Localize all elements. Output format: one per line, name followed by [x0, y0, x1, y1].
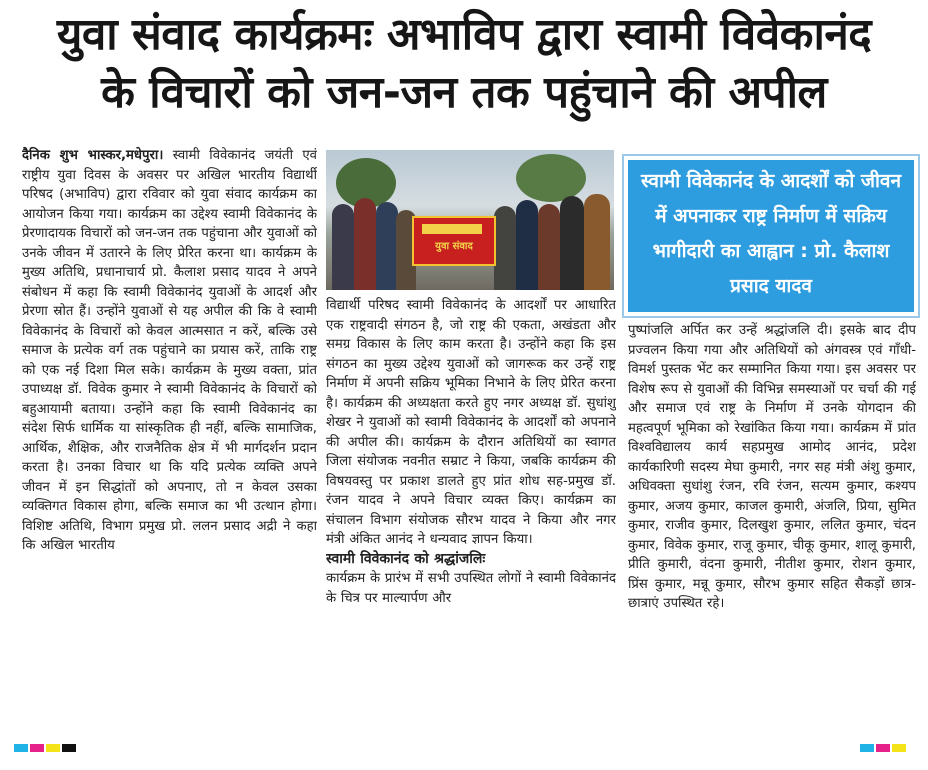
headline-line-1: युवा संवाद कार्यक्रमः अभाविप द्वारा स्वामी विवेकानंद [56, 9, 872, 60]
registration-mark-yellow [46, 744, 60, 752]
registration-mark-cyan [860, 744, 874, 752]
registration-mark-magenta [30, 744, 44, 752]
dateline: दैनिक शुभ भास्कर,मधेपुरा। [22, 148, 164, 163]
photo-banner-text: युवा संवाद [435, 241, 473, 252]
headline-line-2: के विचारों को जन-जन तक पहुंचाने की अपील [101, 67, 827, 118]
subheading-tribute: स्वामी विवेकानंद को श्रद्धांजलिः [326, 550, 486, 567]
article-column-1 [22, 146, 317, 736]
registration-mark-yellow [892, 744, 906, 752]
photo-person [354, 198, 376, 290]
article-column-2 [326, 296, 616, 736]
registration-mark-cyan [14, 744, 28, 752]
column-2-text-after: कार्यक्रम के प्रारंभ में सभी उपस्थित लोगों ने स्वामी विवेकानंद के चित्र पर माल्यार्पण और [326, 571, 616, 606]
headline [0, 6, 928, 122]
photo-banner [412, 216, 496, 266]
photo-tree [516, 154, 586, 202]
column-3-text: पुष्पांजलि अर्पित कर उन्हें श्रद्धांजलि दी। इसके बाद दीप प्रज्वलन किया गया और अतिथियों को अंगवस्त्र एवं गाँधी-विमर्श पुस्तक भेंट कर सम्मानित किया गया। इस अवसर पर विशेष रूप से युवाओं की विभिन्न समस्याओं पर चर्चा की गई और समाज एवं राष्ट्र के निर्माण में उनके योगदान की महत्वपूर्ण भूमिका को रेखांकित किया गया। कार्यक्रम में प्रांत विश्वविद्यालय कार्य सहप्रमुख आमोद आनंद, प्रदेश कार्यकारिणी सदस्य मेघा कुमारी, नगर सह मंत्री अंशु कुमार, अधिवक्ता सुधांशु रंजन, रवि रंजन, सत्यम कुमार, कश्यप कुमार, अजय कुमार, काजल कुमारी, अंजलि, प्रिया, सुमित कुमार, राजीव कुमार, दिलखुश कुमार, ललित कुमार, चंदन कुमार, विवेक कुमार, राजू कुमार, चीकू कुमार, शालू कुमारी, प्रीति कुमारी, वंदना कुमारी, नीतीश कुमार, रोशन कुमार, प्रिंस कुमार, मन्नू कुमार, सौरभ कुमार सहित सैकड़ों छात्र-छात्राएं उपस्थित रहे। [628, 323, 916, 611]
photo-person [332, 204, 354, 290]
photo-person [376, 202, 398, 290]
registration-mark-black [62, 744, 76, 752]
photo-person [516, 200, 538, 290]
event-photo [326, 150, 614, 290]
column-2-text: विद्यार्थी परिषद स्वामी विवेकानंद के आदर्शों पर आधारित एक राष्ट्रवादी संगठन है, जो राष्ट्र की एकता, अखंडता और समग्र विकास के लिए काम करता है। उन्होंने कहा कि इस संगठन का मुख्य उद्देश्य युवाओं को जागरूक कर उन्हें राष्ट्र निर्माण में अपनी सक्रिय भूमिका निभाने के लिए प्रेरित करना है। कार्यक्रम की अध्यक्षता करते हुए नगर अध्यक्ष डॉ. सुधांशु शेखर ने युवाओं को स्वामी विवेकानंद के आदर्शों को अपनाने की अपील की। कार्यक्रम के दौरान अतिथियों का स्वागत जिला संयोजक नवनीत सम्राट ने किया, जबकि कार्यक्रम की विषयवस्तु पर प्रकाश डालते हुए प्रांत शोध सह-प्रमुख डॉ. रंजन यादव ने अपने विचार व्यक्त किए। कार्यक्रम का संचालन विभाग संयोजक सौरभ यादव ने किया और नगर मंत्री अंकित आनंद ने धन्यवाद ज्ञापन किया। [326, 298, 616, 547]
photo-person [560, 196, 584, 290]
photo-banner-strip [422, 224, 482, 234]
photo-person [538, 204, 560, 290]
registration-mark-magenta [876, 744, 890, 752]
photo-person [584, 194, 610, 290]
column-1-text: स्वामी विवेकानंद जयंती एवं राष्ट्रीय युवा दिवस के अवसर पर अखिल भारतीय विद्यार्थी परिषद (अभाविप) द्वारा रविवार को युवा संवाद कार्यक्रम का आयोजन किया गया। कार्यक्रम का उद्देश्य स्वामी विवेकानंद के प्रेरणादायक विचारों को जन-जन तक पहुंचाना और युवाओं को उनके जीवन में उतारने के लिए प्रेरित करना था। कार्यक्रम के मुख्य अतिथि, प्रधानाचार्य प्रो. कैलाश प्रसाद यादव ने अपने संबोधन में कहा कि स्वामी विवेकानंद युवाओं के आदर्श और प्रेरणा स्रोत हैं। उन्होंने युवाओं से यह अपील की कि वे स्वामी विवेकानंद के विचारों को केवल आत्मसात न करें, बल्कि उसे समाज के प्रत्येक वर्ग तक पहुंचाने का प्रयास करें, ताकि राष्ट्र को एक नई दिशा मिल सके। कार्यक्रम के मुख्य वक्ता, प्रांत उपाध्यक्ष डॉ. विवेक कुमार ने स्वामी विवेकानंद के विचारों को बहुआयामी बताया। उन्होंने कहा कि स्वामी विवेकानंद का संदेश सिर्फ धार्मिक या सांस्कृतिक ही नहीं, बल्कि सामाजिक, आर्थिक, शैक्षिक, और राजनैतिक क्षेत्र में भी मार्गदर्शन प्रदान करता है। उनका विचार था कि यदि प्रत्येक व्यक्ति अपने जीवन में इन सिद्धांतों को अपनाए, तो न केवल उसका व्यक्तिगत विकास होगा, बल्कि समाज का भी उत्थान होगा। विशिष्ट अतिथि, विभाग प्रमुख प्रो. ललन प्रसाद अद्री ने कहा कि अखिल भारतीय [22, 148, 317, 553]
pull-quote: स्वामी विवेकानंद के आदर्शों को जीवन में अपनाकर राष्ट्र निर्माण में सक्रिय भागीदारी का आह्वान : प्रो. कैलाश प्रसाद यादव [628, 160, 914, 312]
article-column-3 [628, 321, 916, 731]
photo-person [494, 206, 516, 290]
